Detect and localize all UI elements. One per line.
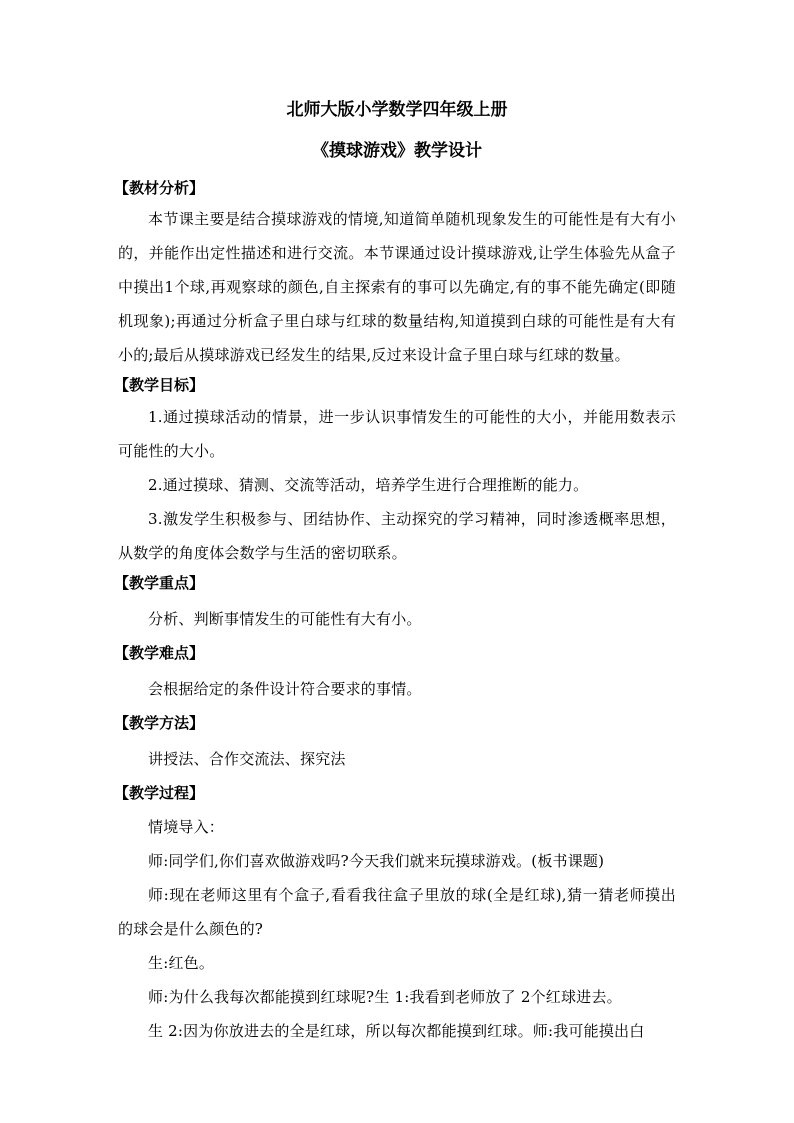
section-heading-goals: 【教学目标】 (114, 376, 205, 394)
section-heading-difficulties: 【教学难点】 (114, 644, 205, 662)
methods-text: 讲授法、合作交流法、探究法 (148, 750, 346, 768)
section-heading-process: 【教学过程】 (114, 784, 205, 802)
section-heading-analysis: 【教材分析】 (114, 179, 205, 197)
section-heading-methods: 【教学方法】 (114, 714, 205, 732)
goal-item-2: 2.通过摸球、猜测、交流等活动，培养学生进行合理推断的能力。 (148, 476, 589, 494)
process-line-6: 生 2:因为你放进去的全是红球，所以每次都能摸到红球。师:我可能摸出白 (148, 1022, 645, 1040)
section-heading-key-points: 【教学重点】 (114, 574, 205, 592)
process-line-4: 生:红色。 (148, 954, 215, 972)
analysis-paragraph: 本节课主要是结合摸球游戏的情境,知道简单随机现象发生的可能性是有大有小的，并能作出定性描述和进行交流。本节课通过设计摸球游戏,让学生体验先从盒子中摸出1个球,再观察球的颜色,自主探索有的事可以先确定,有的事不能先确定(即随机现象);再通过分析盒子里白球与红球的数量结构,知道摸到白球的可能性是有大有小的;最后从摸球游戏已经发生的结果,反过来设计盒子里白球与红球的数量。 (118, 210, 676, 364)
document-body (114, 100, 676, 1048)
difficulties-text: 会根据给定的条件设计符合要求的事情。 (148, 680, 422, 698)
process-line-3: 师:现在老师这里有个盒子,看看我往盒子里放的球(全是红球),猜一猜老师摸出的球会是什么颜色的? (118, 886, 676, 938)
document-title: 北师大版小学数学四年级上册 (286, 100, 508, 120)
process-line-1: 情境导入： (148, 818, 225, 836)
key-points-text: 分析、判断事情发生的可能性有大有小。 (148, 610, 422, 628)
goal-item-3: 3.激发学生积极参与、团结协作、主动探究的学习精神，同时渗透概率思想，从数学的角度体会数学与生活的密切联系。 (118, 510, 676, 562)
process-line-5: 师:为什么我每次都能摸到红球呢?生 1:我看到老师放了 2个红球进去。 (148, 988, 622, 1006)
document-subtitle: 《摸球游戏》教学设计 (312, 141, 482, 161)
process-line-2: 师:同学们,你们喜欢做游戏吗?今天我们就来玩摸球游戏。(板书课题) (148, 852, 605, 870)
goal-item-1: 1.通过摸球活动的情景，进一步认识事情发生的可能性的大小，并能用数表示可能性的大小。 (118, 408, 676, 460)
